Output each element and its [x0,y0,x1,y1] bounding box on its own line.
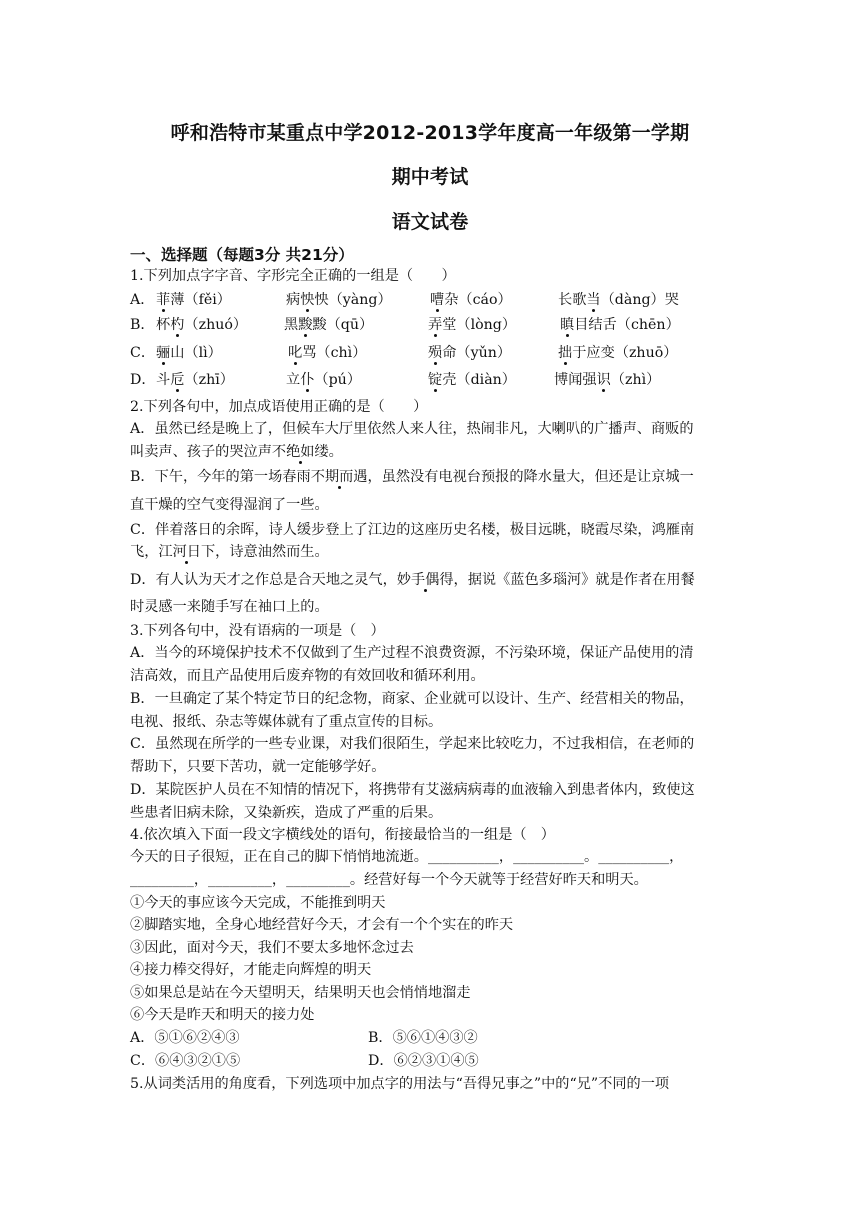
q2-option-b-line2: 直干燥的空气变得湿润了一些。 [130,497,329,513]
q3-option-c-line1: C．虽然现在所学的一些专业课，对我们很陌生，学起来比较吃力，不过我相信，在老师的 [130,736,695,752]
q1-c-item-3: 殒命（yǔn） [428,345,512,361]
dotted-idiom: 江河日下 [158,544,216,560]
q3-option-c-line2: 帮助下，只要下苦功，就一定能够学好。 [130,759,386,775]
section-heading: 一、选择题（每题3分 共21分） [130,246,354,264]
q1-c-item-1: 骊山（lì） [156,345,222,361]
q4-sentence-4: ④接力棒交得好，才能走向辉煌的明天 [130,962,372,978]
q4-sentence-3: ③因此，面对今天，我们不要太多地怀念过去 [130,940,414,956]
dotted-char: 瞋 [560,317,575,333]
q1-b-item-4: 瞋目结舌（chēn） [560,317,680,333]
exam-title: 呼和浩特市某重点中学2012-2013学年度高一年级第一学期 [170,122,690,144]
q1-d-item-2: 立仆（pú） [286,372,362,388]
q2-option-a-line2: 叫卖声、孩子的哭泣声不绝如缕。 [130,444,343,460]
dotted-char: 菲 [156,292,171,308]
q1-c-item-2: 叱骂（chì） [288,345,367,361]
q2-option-d-line2: 时灵感一来随手写在袖口上的。 [130,599,329,615]
question-5-stem: 5.从词类活用的角度看，下列选项中加点字的用法与“吾得兄事之”中的“兄”不同的一项 [130,1076,670,1092]
question-2-stem: 2.下列各句中，加点成语使用正确的是（ ） [130,399,428,415]
q4-sentence-6: ⑥今天是昨天和明天的接力处 [130,1007,315,1023]
q3-option-a-line2: 洁高效，而且产品使用后废弃物的有效回收和循环利用。 [130,668,485,684]
option-label: A． [130,292,155,308]
dotted-char: 叱 [288,345,303,361]
question-1-stem: 1.下列加点字字音、字形完全正确的一组是（ ） [130,268,456,284]
q1-d-item-3: 锭壳（diàn） [428,372,516,388]
q3-option-b-line1: B．一旦确定了某个特定节日的纪念物，商家、企业就可以设计、生产、经营相关的物品， [130,691,694,707]
dotted-char: 识 [596,372,611,388]
q1-a-item-3: 嘈杂（cáo） [430,292,512,308]
q4-passage-line1: 今天的日子很短，正在自己的脚下悄悄地流逝。__________，__________。__________， [130,849,684,865]
dotted-idiom: 不期而遇 [310,469,368,485]
option-label: C． [130,345,156,361]
q1-a-item-4: 长歌当（dàng）哭 [558,292,679,308]
q3-option-a-line1: A．当今的环境保护技术不仅做到了生产过程不浪费资源，不污染环境，保证产品使用的清 [130,645,694,661]
q3-option-d-line1: D．某院医护人员在不知情的情况下，将携带有艾滋病病毒的血液输入到患者体内，致使这 [130,782,695,798]
q2-option-b-line1: B．下午，今年的第一场春雨不期而遇，虽然没有电视台预报的降水量大，但还是让京城一 [130,469,694,485]
q2-option-c-line2: 飞，江河日下，诗意油然而生。 [130,544,329,560]
q2-option-a-line1: A．虽然已经是晚上了，但候车大厅里依然人来人往，热闹非凡，大喇叭的广播声、商贩的 [130,421,694,437]
option-label: B． [130,317,155,333]
dotted-idiom: 不绝如缕 [271,444,329,460]
dotted-char: 黢 [298,317,313,333]
subject-title: 语文试卷 [391,211,469,233]
q1-b-item-3: 弄堂（lòng） [428,317,517,333]
q3-option-d-line2: 些患者旧病未除，又染新疾，造成了严重的后果。 [130,805,443,821]
dotted-char: 怏 [300,292,315,308]
dotted-char: 杓 [170,317,185,333]
q4-sentence-2: ②脚踏实地，全身心地经营好今天，才会有一个个实在的昨天 [130,917,514,933]
dotted-char: 卮 [170,372,185,388]
exam-subtitle: 期中考试 [391,166,469,188]
q4-option-a: A．⑤①⑥②④③ [130,1030,240,1046]
q3-option-b-line2: 电视、报纸、杂志等媒体就有了重点宣传的目标。 [130,714,443,730]
dotted-idiom: 妙手偶得 [396,572,454,588]
dotted-char: 仆 [300,372,315,388]
q4-passage-line2: _________，_________，_________。经营好每一个今天就等于经营好昨天和明天。 [130,872,648,888]
q1-a-item-2: 病怏怏（yàng） [286,292,392,308]
dotted-char: 殒 [428,345,443,361]
q2-option-d-line1: D．有人认为天才之作总是合天地之灵气，妙手偶得，据说《蓝色多瑙河》就是作者在用餐 [130,572,695,588]
q4-sentence-5: ⑤如果总是站在今天望明天，结果明天也会悄悄地溜走 [130,985,471,1001]
dotted-char: 骊 [156,345,171,361]
dotted-char: 拙 [558,345,573,361]
q4-option-b: B．⑤⑥①④③② [368,1030,478,1046]
dotted-char: 弄 [428,317,443,333]
dotted-char: 锭 [428,372,443,388]
q4-option-c: C．⑥④③②①⑤ [130,1053,241,1069]
question-4-stem: 4.依次填入下面一段文字横线处的语句，衔接最恰当的一组是（ ） [130,827,555,843]
q4-sentence-1: ①今天的事应该今天完成，不能推到明天 [130,895,386,911]
q1-a-item-1: 菲薄（fěi） [156,292,231,308]
question-3-stem: 3.下列各句中，没有语病的一项是（ ） [130,623,385,639]
q1-d-item-1: 斗卮（zhī） [156,372,234,388]
q1-d-item-4: 博闻强识（zhì） [554,372,661,388]
q1-b-item-1: 杯杓（zhuó） [156,317,248,333]
q2-option-c-line1: C．伴着落日的余晖，诗人缓步登上了江边的这座历史名楼，极目远眺，晓霞尽染，鸿雁南 [130,522,695,538]
q1-b-item-2: 黑黢黢（qū） [284,317,374,333]
dotted-char: 当 [586,292,601,308]
q4-option-d: D．⑥②③①④⑤ [368,1053,479,1069]
q1-c-item-4: 拙于应变（zhuō） [558,345,678,361]
dotted-char: 嘈 [430,292,445,308]
option-label: D． [130,372,156,388]
